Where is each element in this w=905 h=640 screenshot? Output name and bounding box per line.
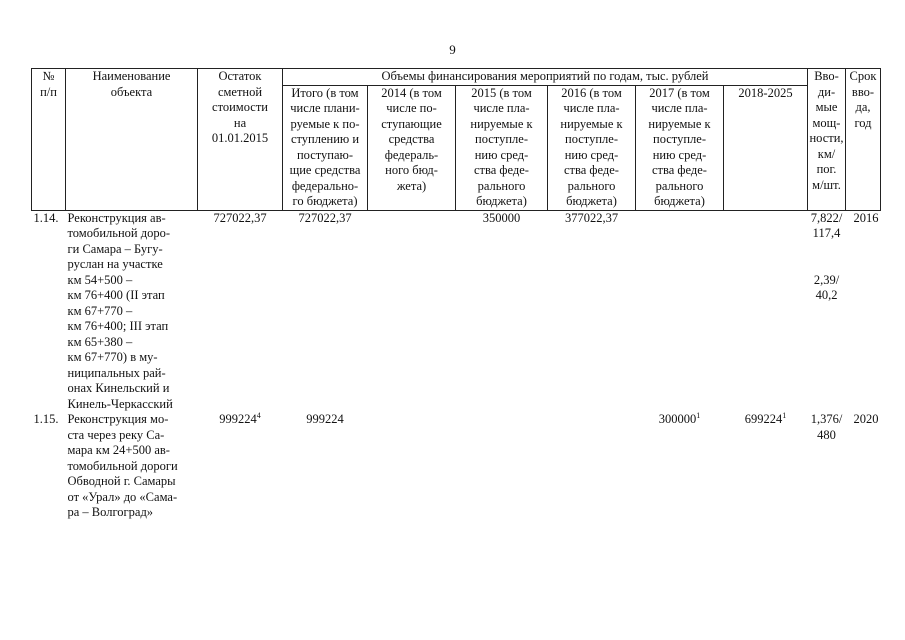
- row-total: 999224: [306, 412, 344, 426]
- row-balance-value: 999224: [219, 412, 257, 426]
- row-2017-footnote: 1: [696, 411, 701, 420]
- row-2015: 350000: [482, 210, 521, 225]
- row-balance-footnote: 4: [256, 411, 261, 420]
- row-total: 727022,37: [298, 210, 352, 225]
- header-name: Наименование объекта: [66, 69, 198, 211]
- row-2017: [636, 210, 724, 412]
- header-2014: 2014 (в том числе по- ступающие средства федераль- ного бюд- жета): [368, 85, 456, 210]
- header-2017: 2017 (в том числе пла- нируемые к поступле- нию сред- ства феде- рального бюджета): [636, 85, 724, 210]
- row-term: 2020: [853, 412, 879, 426]
- row-2014: [368, 210, 456, 412]
- row-balance: [198, 412, 283, 521]
- header-2016: 2016 (в том числе пла- нируемые к поступле- нию сред- ства феде- рального бюджета): [548, 85, 636, 210]
- row-2014: [368, 412, 456, 521]
- row-term: 2016: [853, 210, 879, 225]
- header-num: № п/п: [32, 69, 66, 211]
- header-total: Итого (в том числе плани- руемые к по- ступлению и поступаю- щие средства федерально- го бюджета): [283, 85, 368, 210]
- row-name: Реконструкция мо- ста через реку Са- мара км 24+500 ав- томобильной дороги Обводной г. Самары от «Урал» до «Сама- ра – Волгоград»: [67, 412, 178, 519]
- table-row: [32, 210, 881, 412]
- row-2018-2025-value: 699224: [744, 412, 783, 426]
- row-num: 1.14.: [33, 210, 59, 225]
- row-2016: 377022,37: [564, 210, 619, 225]
- row-balance-value: 727022,37: [213, 210, 267, 225]
- row-capacity: 1,376/ 480: [810, 412, 843, 442]
- header-balance: Остаток сметной стоимости на 01.01.2015: [198, 69, 283, 211]
- row-2015: [456, 412, 548, 521]
- row-name: Реконструкция ав- томобильной доро- ги Самара – Бугу- руслан на участке км 54+500 – км 76+400 (II этап км 67+770 – км 76+400; III этап км 65+380 – км 67+770) в му- ниципальных рай- онах Кинельский и Кинель-Черкасский: [67, 210, 173, 411]
- header-volumes: Объемы финансирования мероприятий по годам, тыс. рублей: [283, 69, 808, 86]
- row-2018-2025: [724, 210, 808, 412]
- row-2018-2025: [724, 412, 808, 521]
- row-balance: [198, 210, 283, 412]
- header-2018-2025: 2018-2025: [724, 85, 808, 210]
- row-2018-2025-footnote: 1: [782, 411, 787, 420]
- financing-table: [31, 68, 881, 521]
- row-capacity: 7,822/ 117,4 2,39/ 40,2: [810, 210, 843, 302]
- header-2015: 2015 (в том числе пла- нируемые к поступле- нию сред- ства феде- рального бюджета): [456, 85, 548, 210]
- header-capacity: Вво- ди- мые мощ- ности, км/ пог. м/шт.: [808, 69, 846, 211]
- row-2017-value: 300000: [658, 412, 697, 426]
- row-2016: [548, 412, 636, 521]
- header-term: Срок вво- да, год: [846, 69, 881, 211]
- row-num: 1.15.: [33, 412, 59, 426]
- header-row-top: [32, 69, 881, 86]
- row-2017: [636, 412, 724, 521]
- table-row: [32, 412, 881, 521]
- page-number: 9: [449, 42, 456, 57]
